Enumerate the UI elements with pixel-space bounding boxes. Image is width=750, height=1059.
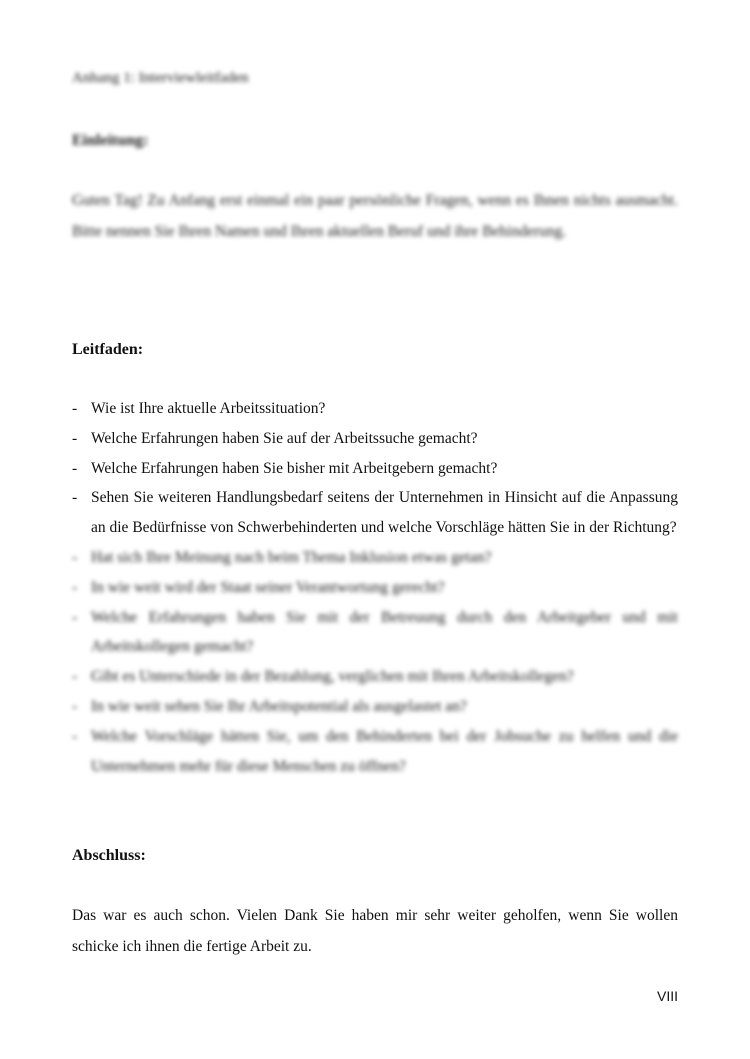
question-text: In wie weit sehen Sie Ihr Arbeitspotential als ausgelastet an? — [91, 697, 467, 715]
dash-bullet: - — [72, 548, 78, 566]
dash-bullet: - — [72, 429, 78, 447]
question-item — [72, 603, 678, 663]
intro-heading: Einleitung: — [72, 132, 149, 149]
dash-bullet: - — [72, 608, 78, 626]
closing-text: Das war es auch schon. Vielen Dank Sie haben mir sehr weiter geholfen, wenn Sie wollen schicke ich ihnen die fertige Arbeit zu. — [72, 907, 678, 955]
question-text: Welche Erfahrungen haben Sie mit der Betreuung durch den Arbeitgeber und mit Arbeitskollegen gemacht? — [91, 608, 678, 656]
intro-text: Guten Tag! Zu Anfang erst einmal ein paar persönliche Fragen, wenn es Ihnen nichts ausmacht. Bitte nennen Sie Ihren Namen und Ihren aktuellen Beruf und ihre Behinderung. — [72, 192, 678, 240]
dash-bullet: - — [72, 697, 78, 715]
chapter-title: Anhang 1: Interviewleitfaden — [72, 70, 249, 86]
question-item — [72, 424, 678, 454]
dash-bullet: - — [72, 459, 78, 477]
page-number: VIII — [656, 988, 678, 1004]
question-text: Sehen Sie weiteren Handlungsbedarf seitens der Unternehmen in Hinsicht auf die Anpassung an die Bedürfnisse von Schwerbehinderten und welche Vorschläge hätten Sie in der Richtung? — [91, 489, 678, 537]
question-text: Hat sich Ihre Meinung nach beim Thema Inklusion etwas getan? — [91, 548, 492, 566]
question-item — [72, 543, 678, 573]
question-text: Welche Erfahrungen haben Sie bisher mit Arbeitgebern gemacht? — [91, 459, 498, 477]
question-text: In wie weit wird der Staat seiner Verantwortung gerecht? — [91, 578, 445, 596]
question-item — [72, 394, 678, 424]
dash-bullet: - — [72, 668, 78, 686]
dash-bullet: - — [72, 489, 78, 507]
question-list — [72, 394, 678, 781]
dash-bullet: - — [72, 400, 78, 417]
dash-bullet: - — [72, 727, 78, 745]
dash-bullet: - — [72, 578, 78, 596]
question-item — [72, 662, 678, 692]
question-text: Wie ist Ihre aktuelle Arbeitssituation? — [91, 400, 326, 417]
question-item — [72, 483, 678, 543]
question-text: Welche Erfahrungen haben Sie auf der Arbeitssuche gemacht? — [91, 429, 478, 447]
question-item — [72, 573, 678, 603]
guide-heading: Leitfaden: — [72, 341, 144, 358]
question-item — [72, 454, 678, 484]
closing-heading: Abschluss: — [72, 847, 146, 864]
question-text: Gibt es Unterschiede in der Bezahlung, verglichen mit Ihren Arbeitskollegen? — [91, 668, 574, 686]
question-item — [72, 692, 678, 722]
question-text: Welche Vorschläge hätten Sie, um den Behinderten bei der Jobsuche zu helfen und die Unternehmen mehr für diese Menschen zu öffnen? — [91, 727, 678, 775]
question-item — [72, 722, 678, 782]
